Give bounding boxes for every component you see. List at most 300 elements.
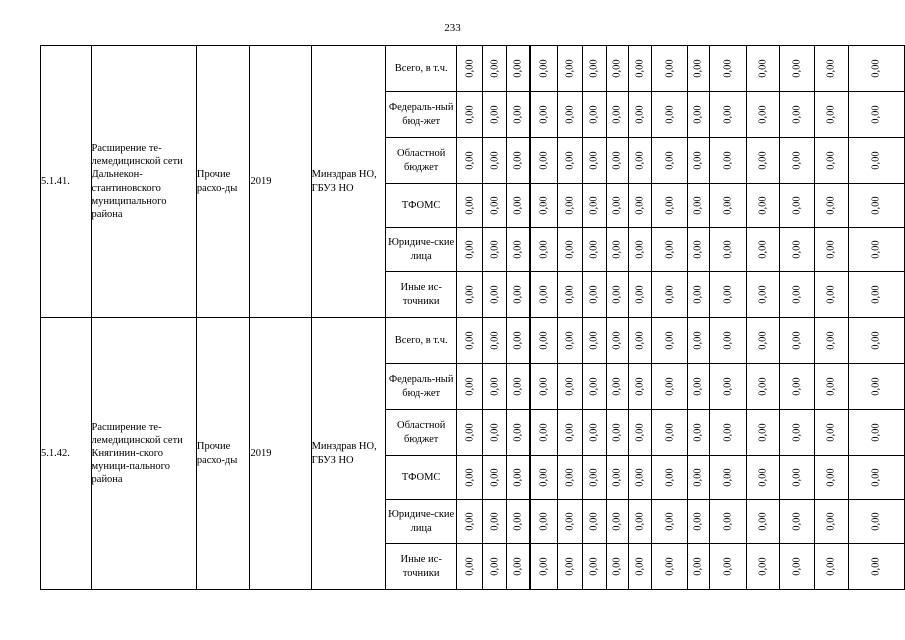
value-cell — [606, 92, 628, 138]
value-text: 0,00 — [757, 59, 769, 78]
value-cell — [530, 46, 558, 92]
value-cell — [507, 46, 530, 92]
value-text: 0,00 — [722, 240, 734, 259]
value-cell — [780, 138, 815, 184]
value-cell — [457, 318, 483, 364]
value-cell — [688, 184, 710, 228]
value-text: 0,00 — [489, 285, 501, 304]
value-text: 0,00 — [870, 196, 882, 215]
value-text: 0,00 — [611, 423, 623, 442]
value-cell — [606, 456, 628, 500]
value-cell — [606, 500, 628, 544]
value-text: 0,00 — [588, 423, 600, 442]
value-text: 0,00 — [757, 377, 769, 396]
value-cell — [628, 228, 652, 272]
funding-source: Юридиче-ские лица — [385, 500, 457, 544]
value-cell — [814, 228, 848, 272]
value-text: 0,00 — [564, 423, 576, 442]
funding-source: Областной бюджет — [385, 410, 457, 456]
value-cell — [628, 544, 652, 590]
value-cell — [557, 456, 582, 500]
value-cell — [780, 272, 815, 318]
value-text: 0,00 — [664, 285, 676, 304]
value-cell — [780, 46, 815, 92]
value-text: 0,00 — [870, 240, 882, 259]
value-text: 0,00 — [825, 151, 837, 170]
value-text: 0,00 — [757, 196, 769, 215]
value-text: 0,00 — [564, 240, 576, 259]
value-cell — [628, 92, 652, 138]
value-cell — [628, 500, 652, 544]
value-cell — [746, 92, 780, 138]
value-text: 0,00 — [791, 331, 803, 350]
value-cell — [507, 184, 530, 228]
value-cell — [628, 410, 652, 456]
value-cell — [557, 138, 582, 184]
value-text: 0,00 — [634, 59, 646, 78]
value-text: 0,00 — [757, 331, 769, 350]
value-cell — [530, 184, 558, 228]
value-text: 0,00 — [588, 557, 600, 576]
value-cell — [606, 364, 628, 410]
value-text: 0,00 — [634, 196, 646, 215]
value-text: 0,00 — [870, 59, 882, 78]
value-cell — [483, 272, 507, 318]
value-text: 0,00 — [664, 59, 676, 78]
value-text: 0,00 — [634, 105, 646, 124]
value-text: 0,00 — [693, 59, 705, 78]
value-text: 0,00 — [564, 557, 576, 576]
value-text: 0,00 — [464, 285, 476, 304]
value-text: 0,00 — [664, 240, 676, 259]
value-text: 0,00 — [464, 377, 476, 396]
value-text: 0,00 — [489, 377, 501, 396]
value-text: 0,00 — [564, 59, 576, 78]
value-cell — [652, 46, 688, 92]
value-cell — [780, 92, 815, 138]
value-cell — [710, 410, 747, 456]
value-cell — [582, 456, 606, 500]
value-text: 0,00 — [611, 512, 623, 531]
value-text: 0,00 — [825, 557, 837, 576]
value-cell — [814, 500, 848, 544]
value-cell — [780, 544, 815, 590]
value-cell — [710, 184, 747, 228]
value-text: 0,00 — [757, 240, 769, 259]
value-text: 0,00 — [538, 240, 550, 259]
value-text: 0,00 — [588, 468, 600, 487]
value-text: 0,00 — [825, 468, 837, 487]
value-text: 0,00 — [825, 512, 837, 531]
value-text: 0,00 — [757, 151, 769, 170]
value-text: 0,00 — [611, 59, 623, 78]
value-text: 0,00 — [512, 105, 524, 124]
value-cell — [457, 456, 483, 500]
page-number: 233 — [444, 22, 461, 34]
value-cell — [710, 272, 747, 318]
value-cell — [457, 272, 483, 318]
value-cell — [688, 46, 710, 92]
value-text: 0,00 — [634, 240, 646, 259]
value-text: 0,00 — [757, 468, 769, 487]
value-cell — [688, 500, 710, 544]
value-text: 0,00 — [489, 423, 501, 442]
value-text: 0,00 — [538, 196, 550, 215]
value-text: 0,00 — [588, 377, 600, 396]
value-text: 0,00 — [564, 468, 576, 487]
value-cell — [507, 500, 530, 544]
value-text: 0,00 — [870, 331, 882, 350]
value-text: 0,00 — [538, 59, 550, 78]
value-cell — [606, 184, 628, 228]
value-text: 0,00 — [611, 151, 623, 170]
value-text: 0,00 — [825, 423, 837, 442]
value-text: 0,00 — [634, 468, 646, 487]
value-cell — [582, 500, 606, 544]
value-cell — [557, 500, 582, 544]
value-text: 0,00 — [693, 105, 705, 124]
value-text: 0,00 — [825, 196, 837, 215]
value-text: 0,00 — [664, 468, 676, 487]
value-cell — [746, 46, 780, 92]
value-cell — [652, 456, 688, 500]
value-cell — [848, 318, 904, 364]
value-text: 0,00 — [722, 285, 734, 304]
value-text: 0,00 — [791, 151, 803, 170]
value-cell — [507, 410, 530, 456]
value-text: 0,00 — [722, 151, 734, 170]
value-text: 0,00 — [870, 285, 882, 304]
value-cell — [652, 544, 688, 590]
value-text: 0,00 — [634, 557, 646, 576]
value-cell — [557, 184, 582, 228]
value-cell — [530, 500, 558, 544]
value-cell — [483, 92, 507, 138]
funding-source: Федераль-ный бюд-жет — [385, 364, 457, 410]
value-text: 0,00 — [489, 557, 501, 576]
value-text: 0,00 — [791, 240, 803, 259]
value-text: 0,00 — [634, 423, 646, 442]
value-cell — [483, 318, 507, 364]
value-cell — [848, 272, 904, 318]
value-cell — [814, 544, 848, 590]
value-text: 0,00 — [791, 377, 803, 396]
value-cell — [652, 272, 688, 318]
value-cell — [848, 500, 904, 544]
value-cell — [746, 544, 780, 590]
value-text: 0,00 — [512, 196, 524, 215]
value-text: 0,00 — [538, 285, 550, 304]
value-text: 0,00 — [464, 105, 476, 124]
value-text: 0,00 — [722, 59, 734, 78]
value-text: 0,00 — [464, 196, 476, 215]
value-cell — [606, 138, 628, 184]
value-text: 0,00 — [489, 196, 501, 215]
funding-source: Иные ис-точники — [385, 272, 457, 318]
value-text: 0,00 — [611, 105, 623, 124]
value-cell — [746, 138, 780, 184]
value-cell — [688, 228, 710, 272]
value-text: 0,00 — [464, 331, 476, 350]
value-text: 0,00 — [464, 557, 476, 576]
item-code: 5.1.41. — [41, 46, 92, 318]
value-text: 0,00 — [693, 423, 705, 442]
value-cell — [652, 318, 688, 364]
value-text: 0,00 — [611, 377, 623, 396]
value-cell — [780, 456, 815, 500]
funding-source: Юридиче-ские лица — [385, 228, 457, 272]
table-row — [41, 318, 905, 364]
value-text: 0,00 — [489, 512, 501, 531]
expense-type: Прочие расхо-ды — [196, 46, 250, 318]
value-text: 0,00 — [791, 285, 803, 304]
value-text: 0,00 — [512, 59, 524, 78]
budget-table — [40, 45, 905, 590]
value-text: 0,00 — [664, 423, 676, 442]
value-text: 0,00 — [611, 240, 623, 259]
table-row — [41, 46, 905, 92]
value-text: 0,00 — [538, 331, 550, 350]
value-text: 0,00 — [693, 196, 705, 215]
value-text: 0,00 — [512, 331, 524, 350]
value-text: 0,00 — [564, 151, 576, 170]
value-text: 0,00 — [722, 557, 734, 576]
value-text: 0,00 — [464, 512, 476, 531]
value-cell — [652, 92, 688, 138]
value-text: 0,00 — [870, 423, 882, 442]
value-cell — [780, 410, 815, 456]
value-text: 0,00 — [825, 285, 837, 304]
value-cell — [814, 410, 848, 456]
value-cell — [746, 184, 780, 228]
value-cell — [483, 500, 507, 544]
value-text: 0,00 — [538, 468, 550, 487]
funding-source: Областной бюджет — [385, 138, 457, 184]
value-text: 0,00 — [693, 557, 705, 576]
value-cell — [507, 272, 530, 318]
value-cell — [688, 318, 710, 364]
value-cell — [814, 364, 848, 410]
value-cell — [606, 544, 628, 590]
value-text: 0,00 — [825, 59, 837, 78]
value-text: 0,00 — [489, 331, 501, 350]
value-cell — [457, 228, 483, 272]
value-text: 0,00 — [825, 331, 837, 350]
value-text: 0,00 — [791, 512, 803, 531]
expense-type: Прочие расхо-ды — [196, 318, 250, 590]
value-text: 0,00 — [791, 423, 803, 442]
value-cell — [457, 46, 483, 92]
value-cell — [457, 544, 483, 590]
value-text: 0,00 — [870, 151, 882, 170]
value-text: 0,00 — [722, 468, 734, 487]
item-name: Расширение те-лемедицинской сети Княгинин-ского муници-пального района — [91, 318, 196, 590]
value-cell — [688, 92, 710, 138]
value-text: 0,00 — [870, 468, 882, 487]
value-text: 0,00 — [757, 105, 769, 124]
value-text: 0,00 — [693, 285, 705, 304]
value-cell — [530, 544, 558, 590]
value-text: 0,00 — [870, 557, 882, 576]
value-cell — [483, 364, 507, 410]
value-cell — [628, 138, 652, 184]
item-year: 2019 — [250, 318, 311, 590]
value-text: 0,00 — [464, 468, 476, 487]
value-text: 0,00 — [664, 196, 676, 215]
value-text: 0,00 — [588, 285, 600, 304]
value-cell — [710, 456, 747, 500]
value-text: 0,00 — [722, 331, 734, 350]
value-cell — [814, 456, 848, 500]
value-text: 0,00 — [588, 512, 600, 531]
value-cell — [814, 46, 848, 92]
value-cell — [814, 272, 848, 318]
value-text: 0,00 — [489, 151, 501, 170]
value-cell — [688, 410, 710, 456]
value-text: 0,00 — [634, 285, 646, 304]
value-cell — [557, 364, 582, 410]
value-cell — [507, 456, 530, 500]
value-cell — [710, 92, 747, 138]
value-text: 0,00 — [512, 557, 524, 576]
value-cell — [582, 544, 606, 590]
value-text: 0,00 — [722, 423, 734, 442]
funding-source: Федераль-ный бюд-жет — [385, 92, 457, 138]
value-cell — [582, 364, 606, 410]
value-cell — [848, 364, 904, 410]
value-cell — [688, 456, 710, 500]
value-text: 0,00 — [791, 59, 803, 78]
value-cell — [780, 228, 815, 272]
value-text: 0,00 — [489, 59, 501, 78]
value-text: 0,00 — [722, 377, 734, 396]
value-text: 0,00 — [634, 331, 646, 350]
value-text: 0,00 — [564, 196, 576, 215]
value-cell — [814, 318, 848, 364]
value-cell — [457, 138, 483, 184]
value-cell — [848, 184, 904, 228]
value-cell — [780, 364, 815, 410]
value-cell — [848, 138, 904, 184]
value-text: 0,00 — [611, 196, 623, 215]
value-text: 0,00 — [693, 151, 705, 170]
value-cell — [530, 228, 558, 272]
value-text: 0,00 — [634, 512, 646, 531]
value-cell — [483, 456, 507, 500]
value-text: 0,00 — [512, 240, 524, 259]
value-text: 0,00 — [512, 468, 524, 487]
value-cell — [507, 364, 530, 410]
value-cell — [688, 272, 710, 318]
value-text: 0,00 — [564, 285, 576, 304]
value-text: 0,00 — [464, 240, 476, 259]
value-text: 0,00 — [634, 377, 646, 396]
value-cell — [848, 456, 904, 500]
value-text: 0,00 — [512, 377, 524, 396]
funding-source: Иные ис-точники — [385, 544, 457, 590]
value-text: 0,00 — [464, 423, 476, 442]
value-text: 0,00 — [538, 151, 550, 170]
value-cell — [457, 410, 483, 456]
value-text: 0,00 — [870, 105, 882, 124]
value-text: 0,00 — [611, 557, 623, 576]
value-cell — [530, 318, 558, 364]
value-cell — [557, 228, 582, 272]
value-text: 0,00 — [693, 331, 705, 350]
value-cell — [582, 272, 606, 318]
value-cell — [780, 318, 815, 364]
value-text: 0,00 — [611, 285, 623, 304]
value-text: 0,00 — [588, 196, 600, 215]
value-cell — [848, 544, 904, 590]
item-year: 2019 — [250, 46, 311, 318]
value-text: 0,00 — [564, 377, 576, 396]
value-text: 0,00 — [588, 105, 600, 124]
value-cell — [582, 92, 606, 138]
value-cell — [688, 138, 710, 184]
value-cell — [628, 318, 652, 364]
value-cell — [606, 272, 628, 318]
value-cell — [530, 92, 558, 138]
value-cell — [507, 138, 530, 184]
value-cell — [507, 318, 530, 364]
value-text: 0,00 — [588, 240, 600, 259]
value-cell — [710, 364, 747, 410]
value-text: 0,00 — [870, 377, 882, 396]
value-cell — [688, 364, 710, 410]
value-cell — [483, 184, 507, 228]
value-cell — [582, 138, 606, 184]
value-text: 0,00 — [564, 512, 576, 531]
value-text: 0,00 — [611, 331, 623, 350]
value-text: 0,00 — [722, 196, 734, 215]
value-text: 0,00 — [757, 512, 769, 531]
value-cell — [457, 184, 483, 228]
funding-source: Всего, в т.ч. — [385, 318, 457, 364]
value-cell — [628, 184, 652, 228]
funding-source: ТФОМС — [385, 184, 457, 228]
value-cell — [530, 410, 558, 456]
value-text: 0,00 — [538, 512, 550, 531]
value-cell — [814, 92, 848, 138]
value-cell — [848, 92, 904, 138]
value-text: 0,00 — [564, 105, 576, 124]
value-text: 0,00 — [664, 105, 676, 124]
value-cell — [652, 138, 688, 184]
value-cell — [746, 364, 780, 410]
value-text: 0,00 — [538, 105, 550, 124]
value-cell — [483, 46, 507, 92]
value-text: 0,00 — [757, 285, 769, 304]
value-text: 0,00 — [693, 240, 705, 259]
value-cell — [530, 272, 558, 318]
value-text: 0,00 — [512, 151, 524, 170]
value-cell — [557, 544, 582, 590]
value-text: 0,00 — [538, 557, 550, 576]
value-cell — [814, 184, 848, 228]
value-cell — [557, 318, 582, 364]
value-cell — [606, 410, 628, 456]
executor: Минздрав НО, ГБУЗ НО — [311, 46, 385, 318]
value-text: 0,00 — [634, 151, 646, 170]
value-cell — [507, 544, 530, 590]
value-cell — [710, 544, 747, 590]
value-text: 0,00 — [664, 557, 676, 576]
value-cell — [746, 456, 780, 500]
value-text: 0,00 — [512, 512, 524, 531]
value-cell — [652, 228, 688, 272]
value-cell — [530, 364, 558, 410]
